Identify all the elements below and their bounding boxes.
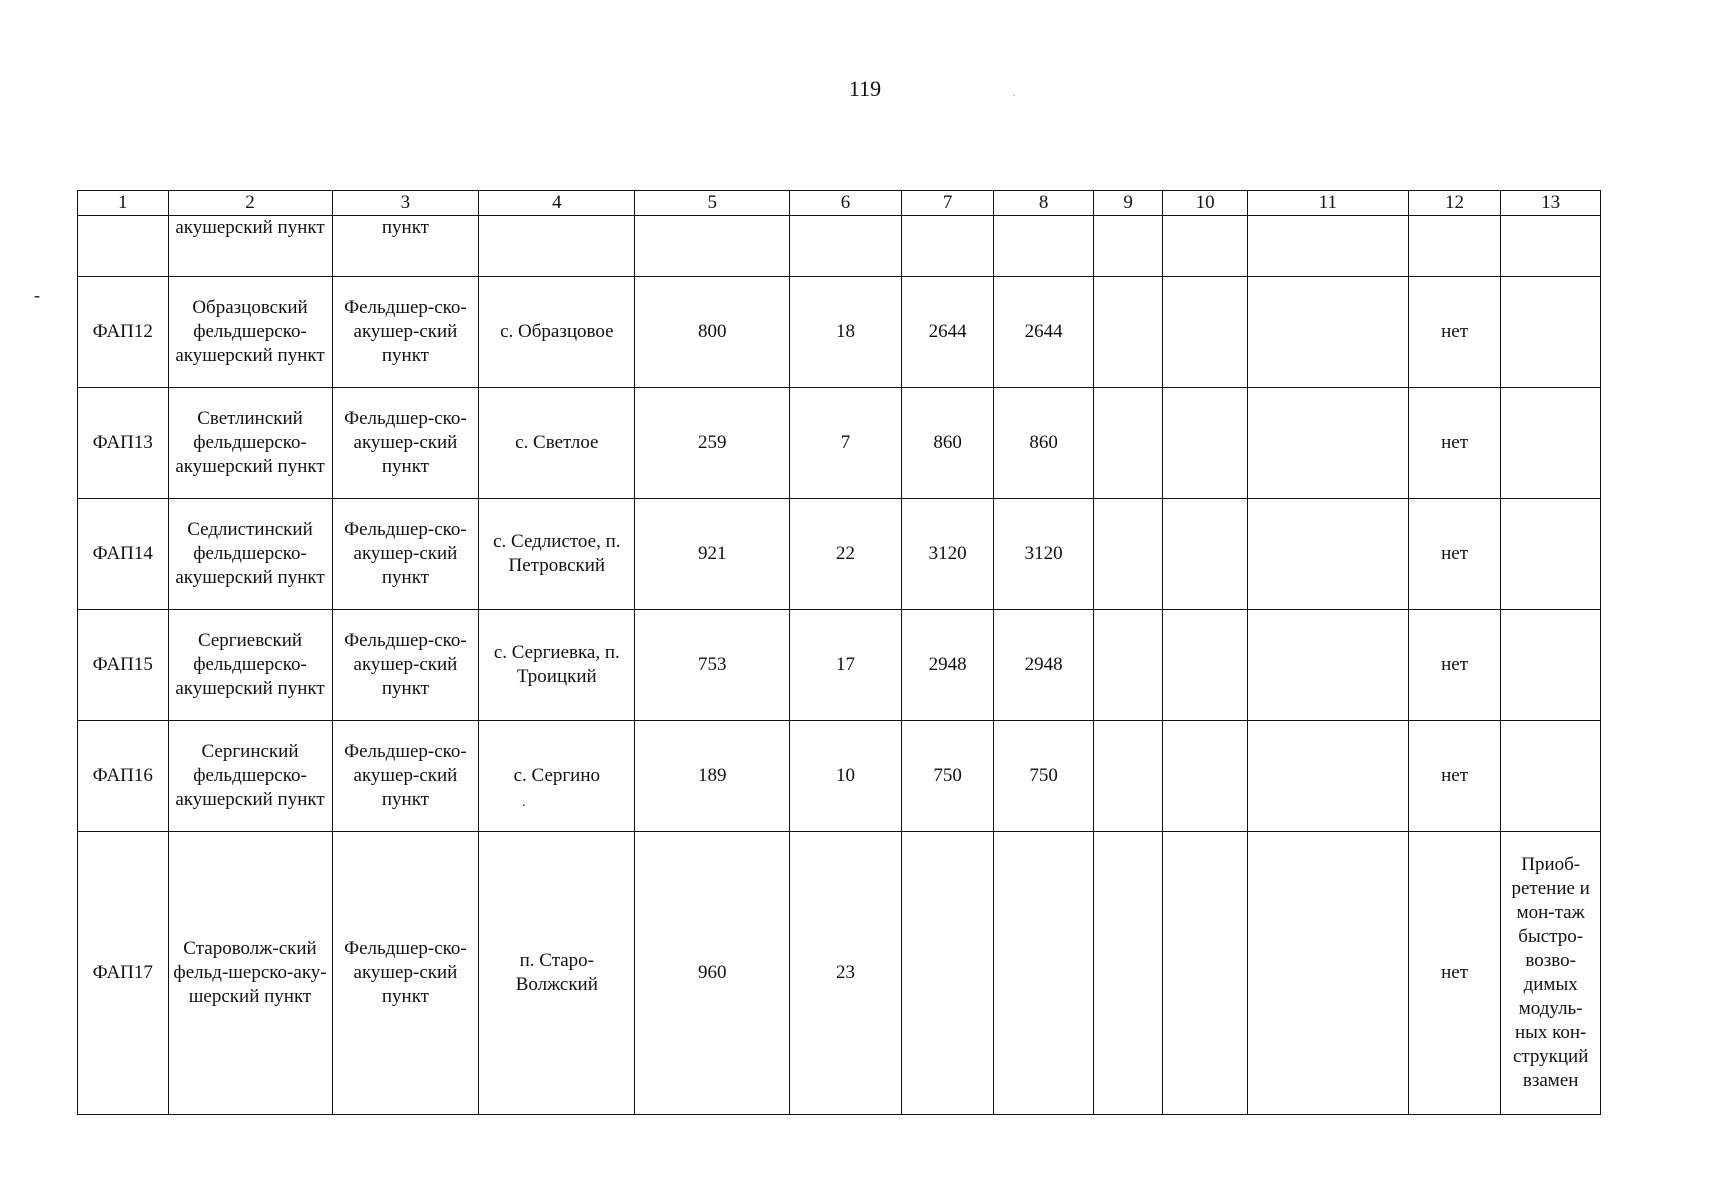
cell-col8: 3120 [994, 499, 1094, 610]
column-number-row [78, 191, 1601, 216]
cell-col9 [1093, 277, 1162, 388]
table-row [78, 277, 1601, 388]
cell-type: Фельдшер-ско-акушер-ский пункт [332, 832, 479, 1115]
cell-name: акушерский пункт [168, 216, 332, 277]
cell-col12: нет [1408, 721, 1501, 832]
cell-col6: 22 [790, 499, 902, 610]
cell-col7 [901, 832, 994, 1115]
cell-col9 [1093, 499, 1162, 610]
data-table [77, 190, 1601, 1115]
stray-mark: - [34, 285, 40, 305]
cell-name: Светлинский фельдшерско-акушерский пункт [168, 388, 332, 499]
cell-col11 [1247, 610, 1408, 721]
cell-col13 [1501, 388, 1601, 499]
cell-code: ФАП13 [78, 388, 169, 499]
cell-name: Сергинский фельдшерско-акушерский пункт [168, 721, 332, 832]
cell-col6: 18 [790, 277, 902, 388]
column-number: 13 [1501, 191, 1601, 216]
cell-code: ФАП17 [78, 832, 169, 1115]
cell-col12: нет [1408, 610, 1501, 721]
cell-col6: 10 [790, 721, 902, 832]
cell-col6: 7 [790, 388, 902, 499]
table-row [78, 388, 1601, 499]
cell-name: Староволж-ский фельд-шерско-аку-шерский пункт [168, 832, 332, 1115]
cell-col10 [1163, 610, 1247, 721]
table-row [78, 832, 1601, 1115]
cell-col8: 750 [994, 721, 1094, 832]
cell-col9 [1093, 610, 1162, 721]
cell-location: п. Старо-Волжский [479, 832, 635, 1115]
cell-code: ФАП16 [78, 721, 169, 832]
cell-col8 [994, 832, 1094, 1115]
cell-col5: 259 [635, 388, 790, 499]
cell-col13 [1501, 610, 1601, 721]
cell-type: Фельдшер-ско-акушер-ский пункт [332, 721, 479, 832]
pencil-mark: . [1013, 88, 1016, 99]
cell-col6: 17 [790, 610, 902, 721]
cell-col12: нет [1408, 277, 1501, 388]
column-number: 5 [635, 191, 790, 216]
table-row [78, 610, 1601, 721]
column-number: 6 [790, 191, 902, 216]
cell-col13 [1501, 721, 1601, 832]
cell-code: ФАП15 [78, 610, 169, 721]
cell-col5: 800 [635, 277, 790, 388]
cell-col11 [1247, 388, 1408, 499]
table-row [78, 499, 1601, 610]
cell-location: с. Сергиевка, п. Троицкий [479, 610, 635, 721]
cell-col9 [1093, 721, 1162, 832]
cell-col5: 921 [635, 499, 790, 610]
cell-col5: 189 [635, 721, 790, 832]
cell-col10 [1163, 277, 1247, 388]
cell-col12: нет [1408, 832, 1501, 1115]
cell-col11 [1247, 499, 1408, 610]
column-number: 11 [1247, 191, 1408, 216]
cell-name: Образцовский фельдшерско-акушерский пункт [168, 277, 332, 388]
cell-col7: 2948 [901, 610, 994, 721]
cell-col5: 960 [635, 832, 790, 1115]
cell-col13 [1501, 277, 1601, 388]
cell-col10 [1163, 388, 1247, 499]
cell-col10 [1163, 721, 1247, 832]
cell-col13 [1501, 499, 1601, 610]
column-number: 8 [994, 191, 1094, 216]
cell-type: Фельдшер-ско-акушер-ский пункт [332, 499, 479, 610]
cell-code: ФАП12 [78, 277, 169, 388]
cell-col12: нет [1408, 499, 1501, 610]
column-number: 10 [1163, 191, 1247, 216]
table-body [78, 191, 1601, 1115]
cell-location: с. Образцовое [479, 277, 635, 388]
column-number: 1 [78, 191, 169, 216]
cell-location: с. Седлистое, п. Петровский [479, 499, 635, 610]
cell-name: Сергиевский фельдшерско-акушерский пункт [168, 610, 332, 721]
cell-type: Фельдшер-ско-акушер-ский пункт [332, 610, 479, 721]
scan-dot: . [522, 795, 526, 810]
cell-col5: 753 [635, 610, 790, 721]
cell-code [78, 216, 169, 277]
cell-col7: 860 [901, 388, 994, 499]
cell-col9 [1093, 388, 1162, 499]
page-number: 119 [848, 76, 882, 101]
data-table-container [77, 190, 1601, 1115]
cell-location: с. Сергино [479, 721, 635, 832]
cell-col7: 3120 [901, 499, 994, 610]
cell-col7: 750 [901, 721, 994, 832]
cell-col8: 2644 [994, 277, 1094, 388]
continuation-row [78, 216, 1601, 277]
cell-col8: 2948 [994, 610, 1094, 721]
table-row [78, 721, 1601, 832]
cell-location: с. Светлое [479, 388, 635, 499]
cell-col11 [1247, 277, 1408, 388]
cell-type: пункт [332, 216, 479, 277]
cell-col11 [1247, 721, 1408, 832]
cell-col12: нет [1408, 388, 1501, 499]
cell-type: Фельдшер-ско-акушер-ский пункт [332, 277, 479, 388]
cell-col13: Приоб-ретение и мон-таж быстро-возво-димых модуль-ных кон-струкций взамен [1501, 832, 1601, 1115]
column-number: 4 [479, 191, 635, 216]
cell-col8: 860 [994, 388, 1094, 499]
cell-code: ФАП14 [78, 499, 169, 610]
column-number: 3 [332, 191, 479, 216]
cell-type: Фельдшер-ско-акушер-ский пункт [332, 388, 479, 499]
cell-col10 [1163, 499, 1247, 610]
cell-col7: 2644 [901, 277, 994, 388]
column-number: 12 [1408, 191, 1501, 216]
column-number: 2 [168, 191, 332, 216]
cell-col9 [1093, 832, 1162, 1115]
column-number: 9 [1093, 191, 1162, 216]
cell-name: Седлистинский фельдшерско-акушерский пункт [168, 499, 332, 610]
cell-col6: 23 [790, 832, 902, 1115]
cell-col11 [1247, 832, 1408, 1115]
column-number: 7 [901, 191, 994, 216]
cell-col10 [1163, 832, 1247, 1115]
